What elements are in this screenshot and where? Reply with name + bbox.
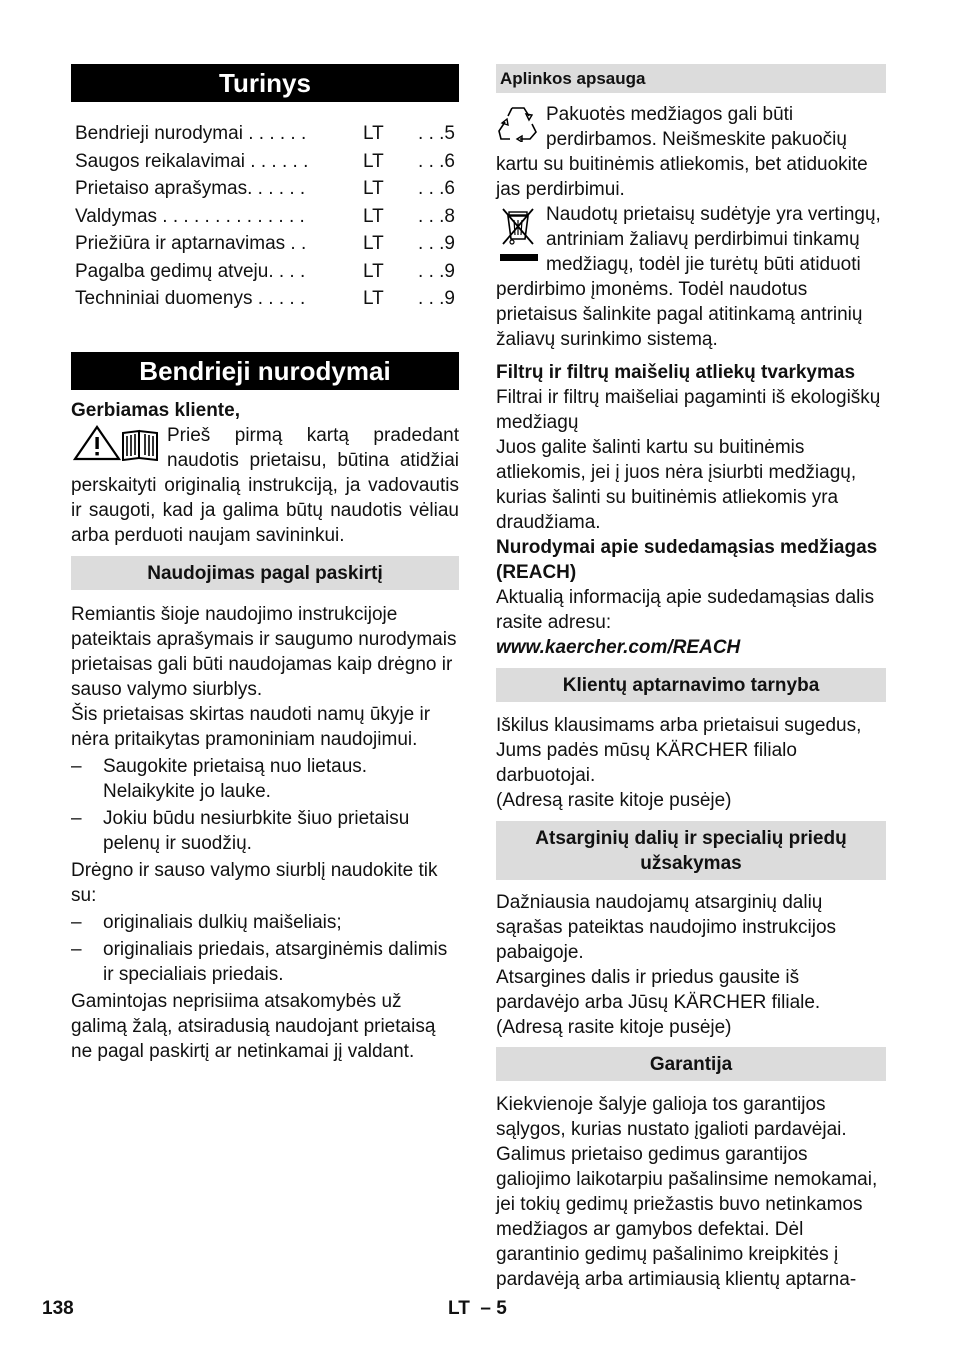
recycle-icon (498, 104, 538, 147)
toc-title-text: Priežiūra ir aptarnavimas (75, 233, 286, 254)
service-heading: Klientų aptarnavimo tarnyba (496, 668, 886, 702)
toc-row[interactable] (75, 258, 455, 286)
toc-row[interactable] (75, 203, 455, 231)
toc-entry-lang: LT (363, 178, 384, 199)
parts-paragraph-3: (Adresą rasite kitoje pusėje) (496, 1017, 732, 1038)
list-item: – Jokiu būdu nesiurbkite šiuo prietaisu pelenų ir suodžių. (71, 806, 459, 856)
toc-leader-dots: . . (285, 233, 307, 254)
left-column (71, 64, 459, 1064)
toc-leader-dots: . . . . . . . . . . . . . . (157, 205, 305, 227)
recycle-block (496, 102, 886, 202)
toc-entry-page: . . .6 (418, 150, 455, 172)
parts-paragraph-2: Atsargines dalis ir priedus gausite iš pardavėjo arba Jūsų KÄRCHER filiale. (496, 967, 821, 1013)
parts-heading: Atsarginių dalių ir specialių priedų užsakymas (496, 821, 886, 880)
toc-entry-lang: LT (363, 150, 384, 172)
toc-row[interactable] (75, 230, 455, 258)
use-list-1 (71, 754, 459, 856)
service-paragraph-1: Iškilus klausimams arba prietaisui sugedus, Jums padės mūsų KÄRCHER filialo darbuotojai. (496, 715, 862, 786)
toc-entry-page: . . .8 (418, 205, 455, 227)
list-item: – Saugokite prietaisą nuo lietaus. Nelaikykite jo lauke. (71, 754, 459, 804)
toc-title-text: Saugos reikalavimai (75, 150, 246, 172)
toc-entry-title (75, 203, 363, 231)
crossed-bin-icon (498, 206, 538, 269)
toc-row[interactable] (75, 285, 455, 313)
filter-paragraph-1: Filtrai ir filtrų maišeliai pagaminti iš ekologiškų medžiagų (496, 387, 881, 433)
toc-entry-title (75, 120, 363, 148)
toc-title-text: Prietaiso aprašymas (75, 178, 248, 199)
environment-paragraph-2: Naudotų prietaisų sudėtyje yra vertingų, antriniam žaliavų perdirbimui tinkamų medžiagų, todėl jie turėtų būti atiduoti perdirbimo įmonėms. Todėl naudotus prietaisus šalinkite pagal atitinkamą antrinių žaliavų surinkimo sistemą. (496, 204, 881, 350)
warranty-paragraph: Kiekvienoje šalyje galioja tos garantijos sąlygos, kurias nustato įgalioti pardavėjai. Galimus prietaiso gedimus garantijos galiojimo laikotarpiu pašalinsime nemokamai, jei tokių gedimų priežastis buvo netinkamos medžiagos ar gamybos defektai. Dėl garantinio gedimų pašalinimo kreipkitės į pardavėją arba artimiausią klientų aptarna- (496, 1094, 878, 1290)
filter-paragraph-2: Juos galite šalinti kartu su buitinėmis atliekomis, jei į juos nėra įsiurbti medžiagų, kurias šalinti su buitinėmis atliekomis yra draudžiama. (496, 437, 857, 533)
filter-heading: Filtrų ir filtrų maišelių atliekų tvarkymas (496, 362, 856, 383)
toc-entry-page: . . .9 (418, 260, 455, 282)
environment-heading: Aplinkos apsauga (496, 64, 886, 93)
toc-entry-title (75, 230, 363, 258)
intro-text: Prieš pirmą kartą pradedant naudotis prietaisu, būtina atidžiai perskaityti originalią instrukciją, ja vadovautis ir saugoti, kad ja galima būtų naudotis vėliau arba perduoti naujam savininkui. (71, 424, 459, 546)
toc-entry-lang: LT (363, 205, 384, 227)
toc-entry-title (75, 175, 363, 203)
toc-row[interactable] (75, 120, 455, 148)
toc-entry-page: . . .9 (418, 288, 455, 309)
toc-entry-page: . . .5 (418, 123, 455, 144)
reach-paragraph: Aktualią informaciją apie sudedamąsias dalis rasite adresu: (496, 587, 875, 633)
toc-title-text: Pagalba gedimų atveju (75, 260, 269, 282)
list-item: – originaliais dulkių maišeliais; (71, 910, 459, 935)
use-paragraph-4: Gamintojas neprisiima atsakomybės už galimą žalą, atsiradusią naudojant prietaisą ne pagal paskirtį ar netinkamai jį valdant. (71, 990, 436, 1062)
toc-entry-page: . . .9 (418, 233, 455, 254)
toc-entry-page: . . .6 (418, 178, 455, 199)
dear-customer: Gerbiamas kliente, (71, 399, 240, 421)
use-paragraph-3: Drėgno ir sauso valymo siurblį naudokite tik su: (71, 859, 438, 906)
general-heading: Bendrieji nurodymai (71, 352, 459, 390)
warning-read-manual-icon (73, 425, 159, 466)
toc-title-text: Techniniai duomenys (75, 288, 253, 309)
toc-heading: Turinys (71, 64, 459, 102)
toc-entry-lang: LT (363, 123, 384, 144)
toc-entry-title (75, 285, 363, 313)
toc-entry-lang: LT (363, 288, 384, 309)
right-column (496, 64, 886, 1292)
toc-leader-dots: . . . . . . (247, 178, 306, 199)
toc-entry-lang: LT (363, 260, 384, 282)
intro-block (71, 423, 459, 548)
reach-heading: Nurodymai apie sudedamąsias medžiagas (REACH) (496, 537, 878, 583)
toc-leader-dots: . . . . (268, 260, 306, 282)
weee-block (496, 202, 886, 352)
toc-entry-title (75, 258, 363, 286)
use-list-2 (71, 910, 459, 987)
list-item: – originaliais priedais, atsarginėmis dalimis ir specialiais priedais. (71, 937, 459, 987)
toc-title-text: Bendrieji nurodymai (75, 123, 243, 144)
toc-leader-dots: . . . . . (252, 288, 306, 309)
toc-row[interactable] (75, 148, 455, 176)
table-of-contents (75, 120, 455, 313)
toc-entry-lang: LT (363, 233, 384, 254)
page-code: LT – 5 (448, 1298, 507, 1319)
page-number: 138 (42, 1298, 74, 1319)
toc-title-text: Valdymas (75, 205, 158, 227)
toc-leader-dots: . . . . . . (245, 150, 309, 172)
toc-entry-title (75, 148, 363, 176)
use-paragraph-2: Šis prietaisas skirtas naudoti namų ūkyje ir nėra pritaikytas pramoniniam naudojimui. (71, 703, 431, 750)
reach-url[interactable]: www.kaercher.com/REACH (496, 637, 741, 658)
toc-row[interactable] (75, 175, 455, 203)
use-paragraph-1: Remiantis šioje naudojimo instrukcijoje pateiktais aprašymais ir saugumo nurodymais prietaisas gali būti naudojamas kaip drėgno ir sauso valymo siurblys. (71, 603, 457, 700)
intended-use-heading: Naudojimas pagal paskirtį (71, 556, 459, 590)
environment-paragraph-1: Pakuotės medžiagos gali būti perdirbamos. Neišmeskite pakuočių kartu su buitinėmis atliekomis, bet atiduokite jas perdirbimui. (496, 104, 868, 200)
parts-paragraph-1: Dažniausia naudojamų atsarginių dalių sąrašas pateiktas naudojimo instrukcijos pabaigoje. (496, 892, 837, 963)
toc-leader-dots: . . . . . . (242, 123, 307, 144)
warranty-heading: Garantija (496, 1047, 886, 1081)
service-paragraph-2: (Adresą rasite kitoje pusėje) (496, 790, 732, 811)
